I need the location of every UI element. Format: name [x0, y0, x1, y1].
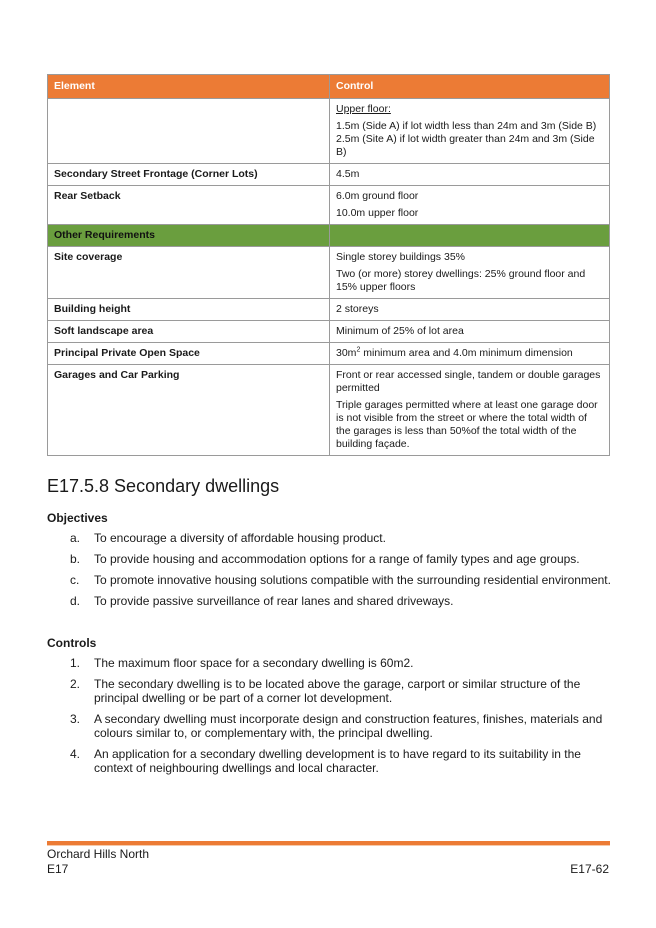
table-row: [48, 247, 610, 299]
row-control-cell: [330, 299, 610, 321]
list-text: To provide housing and accommodation options for a range of family types and age groups.: [94, 552, 580, 566]
row-element-cell: Secondary Street Frontage (Corner Lots): [48, 164, 330, 186]
list-marker: b.: [70, 552, 81, 566]
row-control-cell: [330, 164, 610, 186]
control-text: 30m: [336, 347, 357, 359]
list-marker: 3.: [70, 712, 81, 726]
row-control-cell: [330, 247, 610, 299]
controls-table: [47, 74, 610, 456]
control-line: Triple garages permitted where at least one garage door is not visible from the street or where the total width of the garages is less than 50%of the total width of the building façade.: [336, 399, 598, 450]
section-title: E17.5.8 Secondary dwellings: [47, 476, 280, 496]
list-item: [47, 656, 617, 670]
footer-document-title: Orchard Hills North: [47, 847, 150, 861]
controls-heading: Controls: [47, 636, 97, 650]
list-item: [47, 552, 617, 566]
control-line: 1.5m (Side A) if lot width less than 24m and 3m (Side B) 2.5m (Site A) if lot width greater than 24m and 3m (Side B): [336, 120, 597, 158]
list-text: To promote innovative housing solutions compatible with the surrounding residential environment.: [94, 573, 611, 587]
table-row: [48, 186, 610, 225]
control-line: Single storey buildings 35%: [336, 251, 465, 263]
list-marker: 2.: [70, 677, 81, 691]
row-element-cell: [48, 99, 330, 164]
list-item: [47, 573, 617, 587]
list-item: [47, 677, 617, 705]
objectives-heading: Objectives: [47, 511, 108, 525]
list-text: An application for a secondary dwelling development is to have regard to its suitability in the context of neighbouring dwellings and local character.: [94, 747, 581, 775]
list-text: The maximum floor space for a secondary dwelling is 60m2.: [94, 656, 414, 670]
control-text: minimum area and 4.0m minimum dimension: [360, 347, 573, 359]
list-marker: a.: [70, 531, 81, 545]
controls-list: [47, 656, 617, 782]
list-item: [47, 712, 617, 740]
control-line: Front or rear accessed single, tandem or double garages permitted: [336, 369, 601, 394]
list-text: To provide passive surveillance of rear lanes and shared driveways.: [94, 594, 454, 608]
control-line: Two (or more) storey dwellings: 25% ground floor and 15% upper floors: [336, 268, 586, 293]
list-item: [47, 531, 617, 545]
list-marker: 4.: [70, 747, 81, 761]
list-text: To encourage a diversity of affordable housing product.: [94, 531, 386, 545]
list-item: [47, 747, 617, 775]
table-row: [48, 365, 610, 456]
footer-chapter: E17: [47, 862, 69, 876]
control-line: 2 storeys: [336, 303, 379, 315]
table-row: [48, 299, 610, 321]
superscript: 2: [356, 346, 361, 354]
row-element-cell: Rear Setback: [48, 186, 330, 225]
list-marker: 1.: [70, 656, 81, 670]
footer-rule-shadow: [47, 845, 610, 846]
list-text: The secondary dwelling is to be located above the garage, carport or similar structure of the principal dwelling or be part of a corner lot development.: [94, 677, 581, 705]
column-header-element: Element: [48, 75, 330, 99]
footer-page-number: E17-62: [570, 862, 609, 876]
section-row-label: Other Requirements: [48, 225, 330, 247]
row-control-cell: [330, 365, 610, 456]
control-line: 10.0m upper floor: [336, 207, 419, 219]
control-line: 6.0m ground floor: [336, 190, 419, 202]
row-element-cell: Soft landscape area: [48, 321, 330, 343]
row-control-cell: [330, 186, 610, 225]
objectives-list: [47, 531, 617, 615]
row-element-cell: Principal Private Open Space: [48, 343, 330, 365]
list-text: A secondary dwelling must incorporate design and construction features, finishes, materials and colours similar to, or complementary with, the principal dwelling.: [94, 712, 603, 740]
control-line: [336, 347, 603, 360]
section-row-blank: [330, 225, 610, 247]
table-row: [48, 99, 610, 164]
row-element-cell: Site coverage: [48, 247, 330, 299]
row-control-cell: [330, 321, 610, 343]
row-control-cell: [330, 343, 610, 365]
list-marker: d.: [70, 594, 81, 608]
row-control-cell: [330, 99, 610, 164]
row-element-cell: Building height: [48, 299, 330, 321]
table-section-row: [48, 225, 610, 247]
control-line: Upper floor:: [336, 103, 391, 115]
control-line: Minimum of 25% of lot area: [336, 325, 464, 337]
table-row: [48, 164, 610, 186]
table-row: [48, 343, 610, 365]
list-marker: c.: [70, 573, 80, 587]
table-row: [48, 321, 610, 343]
table-header-row: [48, 75, 610, 99]
column-header-control: Control: [330, 75, 610, 99]
row-element-cell: Garages and Car Parking: [48, 365, 330, 456]
list-item: [47, 594, 617, 608]
control-line: 4.5m: [336, 168, 360, 180]
